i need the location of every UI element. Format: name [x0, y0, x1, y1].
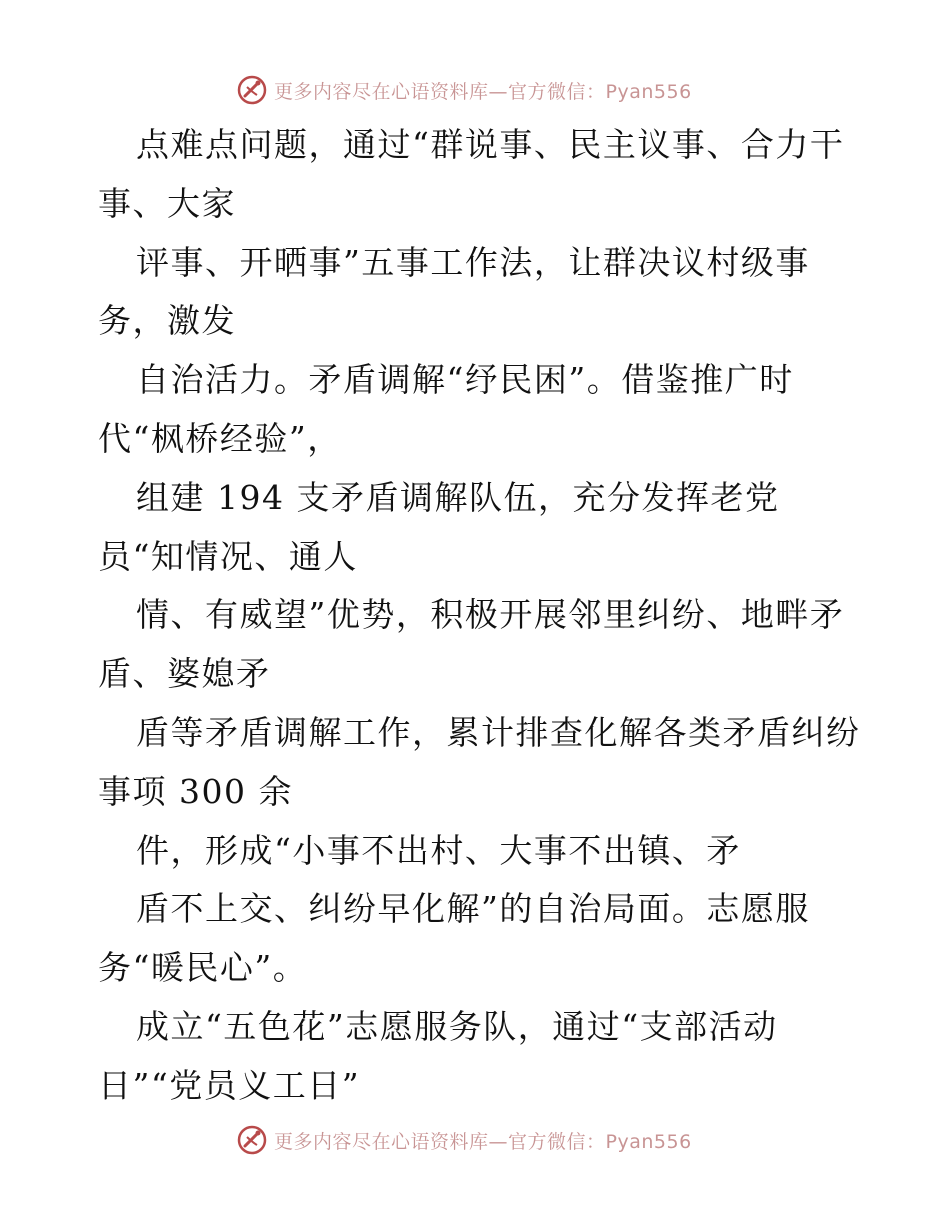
document-body — [98, 116, 928, 1116]
text-line: 代“枫桥经验”， — [98, 418, 342, 458]
text-line: 日”“党员义工日” — [98, 1065, 361, 1105]
text-line: 务“暖民心”。 — [98, 948, 308, 988]
text-line: 点难点问题，通过“群说事、民主议事、合力干 — [136, 125, 845, 164]
watermark-text: 更多内容尽在心语资料库—官方微信：Pyan556 — [274, 80, 692, 103]
text-line: 成立“五色花”志愿服务队，通过“支部活动 — [136, 1006, 778, 1046]
text-line: 员“知情况、通人 — [98, 536, 358, 576]
text-line: 事项 300 余 — [98, 771, 293, 811]
text-line: 事、大家 — [98, 183, 236, 223]
text-line: 情、有威望”优势，积极开展邻里纠纷、地畔矛 — [136, 595, 845, 635]
text-line: 盾等矛盾调解工作，累计排查化解各类矛盾纠纷 — [136, 712, 861, 752]
text-line: 盾不上交、纠纷早化解”的自治局面。志愿服 — [136, 889, 810, 929]
text-line: 自治活力。矛盾调解“纾民困”。借鉴推广时 — [136, 360, 794, 400]
text-line: 评事、开晒事”五事工作法，让群决议村级事 — [136, 242, 810, 282]
red-seal-logo-icon — [236, 1124, 268, 1156]
text-line: 组建 194 支矛盾调解队伍，充分发挥老党 — [136, 477, 780, 517]
text-line: 务，激发 — [98, 301, 236, 341]
text-line: 盾、婆媳矛 — [98, 654, 271, 694]
header-watermark — [236, 73, 692, 107]
red-seal-logo-icon — [236, 74, 268, 106]
watermark-text: 更多内容尽在心语资料库—官方微信：Pyan556 — [274, 1130, 692, 1153]
footer-watermark — [236, 1123, 692, 1157]
text-line: 件，形成“小事不出村、大事不出镇、矛 — [136, 830, 741, 870]
